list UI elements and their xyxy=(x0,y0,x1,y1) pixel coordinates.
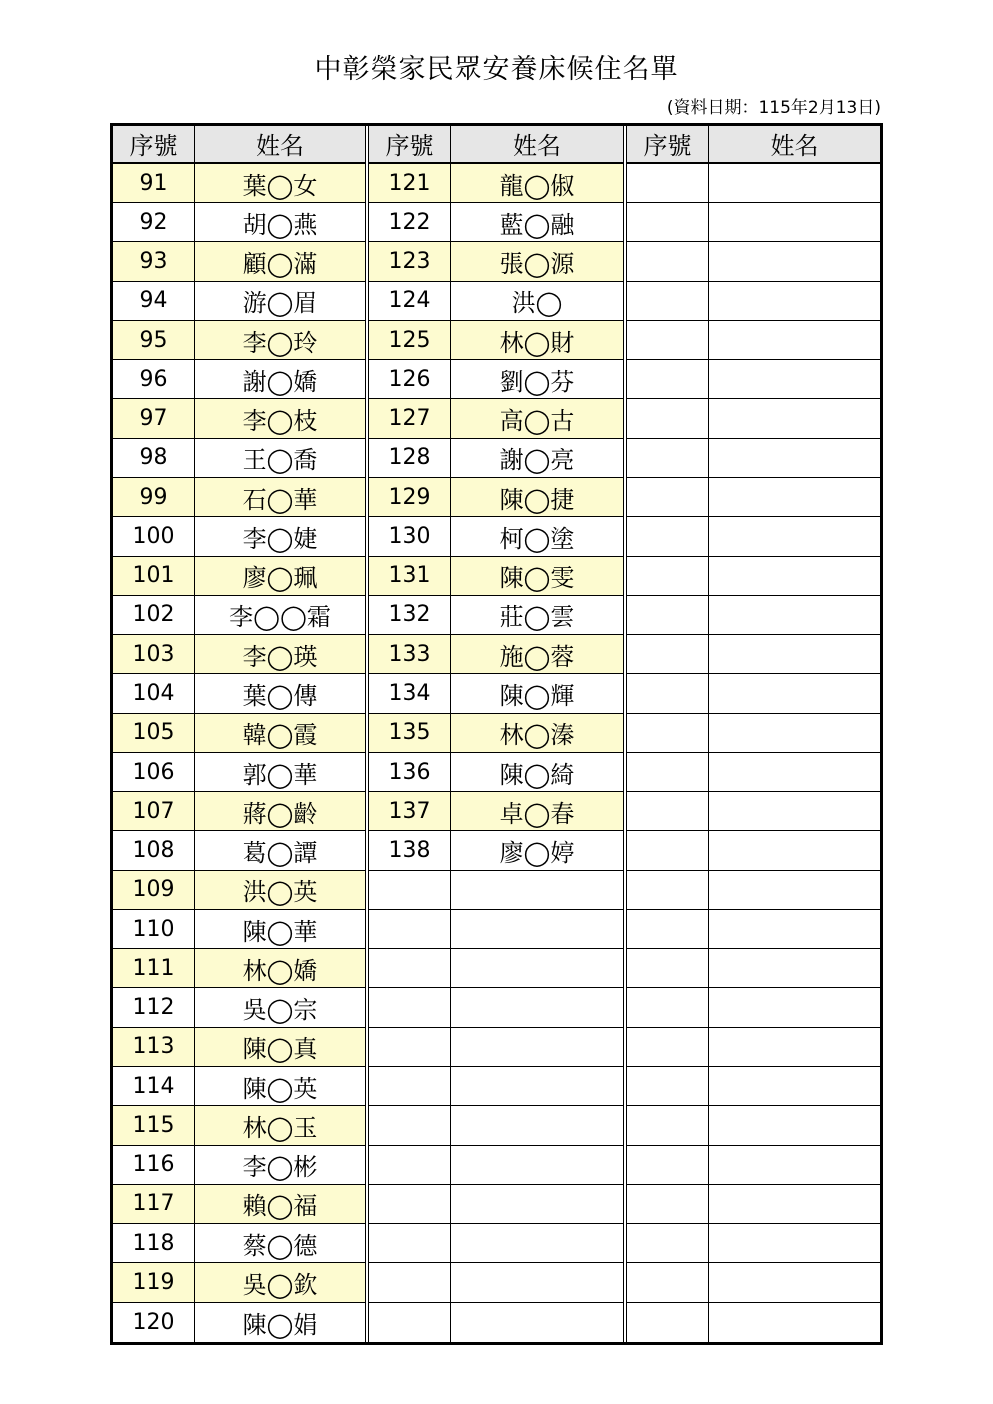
row-number: 133 xyxy=(369,635,451,673)
row-name: 李◯枝 xyxy=(242,407,318,436)
row-number xyxy=(369,910,451,948)
table-row xyxy=(113,753,365,792)
row-number xyxy=(627,557,709,595)
table-row xyxy=(369,517,623,556)
row-number: 97 xyxy=(113,399,195,437)
table-row xyxy=(627,753,880,792)
row-name: 柯◯塗 xyxy=(499,524,575,553)
row-name: 謝◯亮 xyxy=(499,446,575,475)
row-name: 高◯古 xyxy=(499,407,575,436)
table-row xyxy=(627,714,880,753)
row-number xyxy=(627,1146,709,1184)
table-row xyxy=(369,242,623,281)
row-name xyxy=(709,714,880,752)
table-row xyxy=(369,910,623,949)
table-row xyxy=(113,242,365,281)
row-number xyxy=(369,1106,451,1144)
row-number: 111 xyxy=(113,949,195,987)
row-number: 108 xyxy=(113,831,195,869)
row-name: 王◯喬 xyxy=(242,446,318,475)
row-name xyxy=(451,1303,623,1342)
table-row xyxy=(369,1028,623,1067)
data-date: (資料日期：115年2月13日) xyxy=(666,98,881,118)
table-row xyxy=(627,242,880,281)
row-name: 顧◯滿 xyxy=(242,250,318,279)
column-group-3 xyxy=(627,126,880,1342)
row-number: 112 xyxy=(113,988,195,1026)
table-row xyxy=(369,988,623,1027)
row-name: 林◯溱 xyxy=(499,721,575,750)
table-row xyxy=(113,635,365,674)
table-row xyxy=(113,164,365,203)
row-name: 張◯源 xyxy=(499,250,575,279)
row-number xyxy=(369,1185,451,1223)
row-number: 121 xyxy=(369,164,451,202)
table-row xyxy=(369,1263,623,1302)
row-number: 109 xyxy=(113,871,195,909)
header-row xyxy=(369,126,623,164)
row-name xyxy=(709,1067,880,1105)
table-row xyxy=(369,360,623,399)
row-number: 110 xyxy=(113,910,195,948)
row-number: 113 xyxy=(113,1028,195,1066)
row-number: 127 xyxy=(369,399,451,437)
table-row xyxy=(113,360,365,399)
row-name xyxy=(709,910,880,948)
row-number xyxy=(369,1028,451,1066)
row-number xyxy=(627,399,709,437)
table-row xyxy=(113,1185,365,1224)
table-row xyxy=(113,1224,365,1263)
row-number: 134 xyxy=(369,674,451,712)
table-row xyxy=(627,282,880,321)
table-row xyxy=(369,1224,623,1263)
table-row xyxy=(369,203,623,242)
row-name xyxy=(451,988,623,1026)
row-name: 洪◯英 xyxy=(242,878,318,907)
row-name: 李◯瑛 xyxy=(242,642,318,671)
row-number xyxy=(627,282,709,320)
table-row xyxy=(627,360,880,399)
table-row xyxy=(627,1185,880,1224)
header-name: 姓名 xyxy=(770,132,819,161)
table-row xyxy=(627,1263,880,1302)
table-row xyxy=(113,1146,365,1185)
row-number: 105 xyxy=(113,714,195,752)
table-row xyxy=(369,439,623,478)
table-row xyxy=(627,1224,880,1263)
row-name xyxy=(451,1106,623,1144)
row-name: 洪◯ xyxy=(511,289,563,318)
table-row xyxy=(369,949,623,988)
row-name: 謝◯嬌 xyxy=(242,367,318,396)
row-name xyxy=(451,1146,623,1184)
row-number: 117 xyxy=(113,1185,195,1223)
row-number: 98 xyxy=(113,439,195,477)
row-name xyxy=(709,1224,880,1262)
row-name: 陳◯華 xyxy=(242,917,318,946)
row-number: 123 xyxy=(369,242,451,280)
row-name: 李◯婕 xyxy=(242,524,318,553)
row-name: 葉◯女 xyxy=(242,171,318,200)
row-name xyxy=(709,203,880,241)
table-row xyxy=(369,596,623,635)
row-number xyxy=(369,1263,451,1301)
row-name xyxy=(709,1146,880,1184)
row-number: 96 xyxy=(113,360,195,398)
table-row xyxy=(113,203,365,242)
row-number: 114 xyxy=(113,1067,195,1105)
row-number: 93 xyxy=(113,242,195,280)
row-name: 李◯◯霜 xyxy=(229,603,331,632)
row-name xyxy=(709,949,880,987)
table-row xyxy=(627,399,880,438)
table-row xyxy=(113,988,365,1027)
row-name xyxy=(709,1303,880,1342)
row-name xyxy=(709,792,880,830)
row-name xyxy=(451,1067,623,1105)
row-name: 陳◯真 xyxy=(242,1035,318,1064)
row-number: 102 xyxy=(113,596,195,634)
table-row xyxy=(627,949,880,988)
table-row xyxy=(113,439,365,478)
row-name: 廖◯婷 xyxy=(499,839,575,868)
table-row xyxy=(627,1146,880,1185)
table-row xyxy=(113,1028,365,1067)
row-name xyxy=(709,596,880,634)
row-number: 135 xyxy=(369,714,451,752)
row-number xyxy=(627,910,709,948)
row-name: 葉◯傳 xyxy=(242,681,318,710)
table-row xyxy=(113,674,365,713)
table-row xyxy=(369,1146,623,1185)
row-number: 94 xyxy=(113,282,195,320)
table-row xyxy=(627,557,880,596)
table-row xyxy=(627,831,880,870)
row-name: 葛◯譚 xyxy=(242,839,318,868)
row-number xyxy=(627,1303,709,1342)
row-name xyxy=(709,1185,880,1223)
row-number: 116 xyxy=(113,1146,195,1184)
table-row xyxy=(369,164,623,203)
table-row xyxy=(627,674,880,713)
row-name: 賴◯福 xyxy=(242,1192,318,1221)
row-name: 莊◯雲 xyxy=(499,603,575,632)
row-number xyxy=(627,596,709,634)
row-number xyxy=(627,242,709,280)
table-row xyxy=(113,399,365,438)
row-name xyxy=(709,360,880,398)
row-number: 125 xyxy=(369,321,451,359)
row-number xyxy=(369,1303,451,1342)
row-name xyxy=(709,517,880,555)
table-row xyxy=(369,557,623,596)
row-name: 蔡◯德 xyxy=(242,1231,318,1260)
row-name: 李◯玲 xyxy=(242,328,318,357)
table-row xyxy=(369,1303,623,1342)
table-row xyxy=(113,1106,365,1145)
row-name xyxy=(451,1224,623,1262)
row-number xyxy=(627,871,709,909)
row-number xyxy=(627,1106,709,1144)
row-number: 126 xyxy=(369,360,451,398)
table-row xyxy=(113,831,365,870)
row-number: 91 xyxy=(113,164,195,202)
row-name xyxy=(709,399,880,437)
row-number: 92 xyxy=(113,203,195,241)
table-row xyxy=(627,871,880,910)
header-row xyxy=(627,126,880,164)
row-number xyxy=(369,1224,451,1262)
row-number xyxy=(369,1146,451,1184)
row-name: 陳◯娟 xyxy=(242,1310,318,1339)
row-number: 122 xyxy=(369,203,451,241)
row-number xyxy=(627,1185,709,1223)
row-number xyxy=(627,949,709,987)
table-row xyxy=(627,635,880,674)
table-row xyxy=(369,831,623,870)
row-number xyxy=(627,517,709,555)
row-name xyxy=(709,1106,880,1144)
table-row xyxy=(369,792,623,831)
column-group-2 xyxy=(369,126,627,1342)
table-row xyxy=(113,1303,365,1342)
row-number: 103 xyxy=(113,635,195,673)
row-name: 劉◯芬 xyxy=(499,367,575,396)
header-name: 姓名 xyxy=(256,132,304,161)
table-row xyxy=(627,321,880,360)
row-number: 128 xyxy=(369,439,451,477)
header-row xyxy=(113,126,365,164)
table-row xyxy=(369,1185,623,1224)
row-name xyxy=(709,242,880,280)
row-number: 99 xyxy=(113,478,195,516)
row-number xyxy=(627,321,709,359)
table-row xyxy=(113,714,365,753)
table-row xyxy=(627,203,880,242)
row-name: 龍◯俶 xyxy=(499,171,575,200)
row-name xyxy=(451,1185,623,1223)
row-number xyxy=(627,753,709,791)
row-number xyxy=(627,792,709,830)
row-number xyxy=(369,1067,451,1105)
row-number: 104 xyxy=(113,674,195,712)
table-row xyxy=(113,792,365,831)
table-row xyxy=(369,399,623,438)
row-name xyxy=(709,478,880,516)
table-row xyxy=(369,635,623,674)
table-row xyxy=(627,517,880,556)
row-number xyxy=(627,635,709,673)
row-name xyxy=(709,1028,880,1066)
row-number: 129 xyxy=(369,478,451,516)
row-number xyxy=(627,164,709,202)
row-name xyxy=(451,871,623,909)
row-name: 陳◯雯 xyxy=(499,564,575,593)
row-name: 蔣◯齡 xyxy=(242,799,318,828)
row-name: 施◯蓉 xyxy=(499,642,575,671)
row-name xyxy=(709,871,880,909)
column-group-1 xyxy=(113,126,369,1342)
table-row xyxy=(627,1106,880,1145)
row-name: 陳◯捷 xyxy=(499,485,575,514)
row-name: 石◯華 xyxy=(242,485,318,514)
row-number: 136 xyxy=(369,753,451,791)
table-row xyxy=(627,910,880,949)
row-number: 138 xyxy=(369,831,451,869)
row-name xyxy=(709,282,880,320)
table-row xyxy=(627,1303,880,1342)
row-name xyxy=(451,949,623,987)
row-number: 101 xyxy=(113,557,195,595)
header-number: 序號 xyxy=(627,126,709,162)
row-number xyxy=(627,439,709,477)
table-row xyxy=(627,988,880,1027)
row-number: 107 xyxy=(113,792,195,830)
row-name: 吳◯宗 xyxy=(242,996,318,1025)
row-name xyxy=(709,439,880,477)
table-row xyxy=(369,282,623,321)
row-name xyxy=(451,1263,623,1301)
table-row xyxy=(627,1067,880,1106)
row-name xyxy=(709,988,880,1026)
row-name xyxy=(709,831,880,869)
header-name: 姓名 xyxy=(513,132,561,161)
row-number xyxy=(627,360,709,398)
row-number xyxy=(627,1224,709,1262)
row-number: 137 xyxy=(369,792,451,830)
table-row xyxy=(113,321,365,360)
header-number: 序號 xyxy=(369,126,451,162)
row-name: 陳◯英 xyxy=(242,1074,318,1103)
row-number: 132 xyxy=(369,596,451,634)
row-name xyxy=(709,635,880,673)
row-name: 郭◯華 xyxy=(242,760,318,789)
table-row xyxy=(113,282,365,321)
row-name: 韓◯霞 xyxy=(242,721,318,750)
row-number xyxy=(627,714,709,752)
row-name xyxy=(709,753,880,791)
table-row xyxy=(627,596,880,635)
table-row xyxy=(627,164,880,203)
header-number: 序號 xyxy=(113,126,195,162)
table-row xyxy=(369,871,623,910)
row-number: 120 xyxy=(113,1303,195,1342)
table-row xyxy=(369,321,623,360)
row-number: 124 xyxy=(369,282,451,320)
row-name xyxy=(709,321,880,359)
row-name: 林◯玉 xyxy=(242,1113,318,1142)
table-row xyxy=(627,439,880,478)
table-row xyxy=(113,1263,365,1302)
table-row xyxy=(627,1028,880,1067)
row-name: 藍◯融 xyxy=(499,210,575,239)
row-name xyxy=(451,910,623,948)
table-row xyxy=(113,596,365,635)
row-number xyxy=(627,1067,709,1105)
row-number xyxy=(627,674,709,712)
row-number: 131 xyxy=(369,557,451,595)
row-number xyxy=(627,1263,709,1301)
row-number: 115 xyxy=(113,1106,195,1144)
row-name: 游◯眉 xyxy=(242,289,318,318)
table-row xyxy=(369,753,623,792)
row-name xyxy=(709,1263,880,1301)
row-number: 106 xyxy=(113,753,195,791)
row-number xyxy=(627,478,709,516)
row-name: 林◯嬌 xyxy=(242,956,318,985)
row-number xyxy=(369,988,451,1026)
table-row xyxy=(369,478,623,517)
row-name: 李◯彬 xyxy=(242,1153,318,1182)
page-title: 中彰榮家民眾安養床候住名單 xyxy=(314,54,679,85)
row-number xyxy=(369,871,451,909)
table-row xyxy=(113,949,365,988)
row-name xyxy=(451,1028,623,1066)
table-row xyxy=(113,517,365,556)
row-number: 119 xyxy=(113,1263,195,1301)
row-name xyxy=(709,557,880,595)
row-number xyxy=(627,203,709,241)
row-number: 130 xyxy=(369,517,451,555)
row-number: 100 xyxy=(113,517,195,555)
row-name xyxy=(709,164,880,202)
row-number: 95 xyxy=(113,321,195,359)
table-row xyxy=(113,910,365,949)
table-row xyxy=(113,1067,365,1106)
table-row xyxy=(369,674,623,713)
row-number: 118 xyxy=(113,1224,195,1262)
waitlist-table xyxy=(110,123,883,1345)
row-number xyxy=(369,949,451,987)
row-name xyxy=(709,674,880,712)
row-name: 胡◯燕 xyxy=(242,210,318,239)
table-row xyxy=(369,1067,623,1106)
table-row xyxy=(113,478,365,517)
table-row xyxy=(369,714,623,753)
row-name: 陳◯輝 xyxy=(499,681,575,710)
row-number xyxy=(627,1028,709,1066)
table-row xyxy=(627,478,880,517)
row-name: 吳◯欽 xyxy=(242,1270,318,1299)
row-name: 陳◯綺 xyxy=(499,760,575,789)
table-row xyxy=(113,557,365,596)
table-row xyxy=(369,1106,623,1145)
row-number xyxy=(627,831,709,869)
table-row xyxy=(113,871,365,910)
row-number xyxy=(627,988,709,1026)
row-name: 卓◯春 xyxy=(499,799,575,828)
table-row xyxy=(627,792,880,831)
row-name: 廖◯珮 xyxy=(242,564,318,593)
row-name: 林◯財 xyxy=(499,328,575,357)
